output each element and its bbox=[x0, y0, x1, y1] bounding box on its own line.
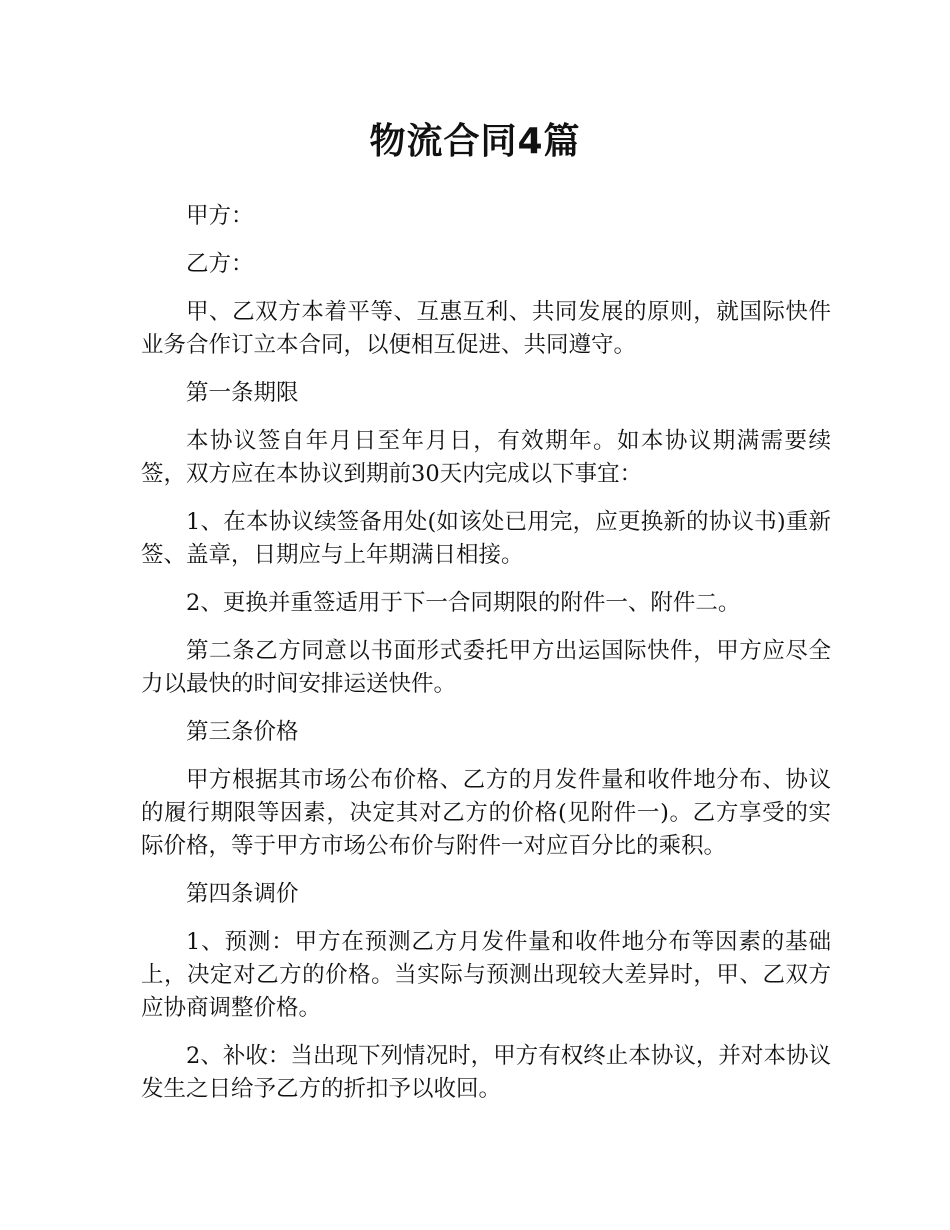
party-a-line: 甲方： bbox=[186, 203, 254, 229]
article-3-heading: 第三条价格 bbox=[186, 719, 299, 745]
article-4-heading: 第四条调价 bbox=[186, 881, 299, 907]
article-1-item-2: 2、更换并重签适用于下一合同期限的附件一、附件二。 bbox=[186, 590, 741, 616]
party-b-line: 乙方： bbox=[186, 251, 254, 277]
article-4-item-1: 1、预测：甲方在预测乙方月发件量和收件地分布等因素的基础上，决定对乙方的价格。当实际与预测出现较大差异时，甲、乙双方应协商调整价格。 bbox=[141, 929, 831, 1021]
article-3-paragraph: 甲方根据其市场公布价格、乙方的月发件量和收件地分布、协议的履行期限等因素，决定其对乙方的价格(见附件一)。乙方享受的实际价格，等于甲方市场公布价与附件一对应百分比的乘积。 bbox=[141, 767, 831, 859]
article-1-heading: 第一条期限 bbox=[186, 380, 299, 406]
document-title: 物流合同4篇 bbox=[369, 121, 581, 162]
preamble-paragraph: 甲、乙双方本着平等、互惠互利、共同发展的原则，就国际快件业务合作订立本合同，以便相互促进、共同遵守。 bbox=[141, 299, 831, 358]
article-1-paragraph: 本协议签自年月日至年月日，有效期年。如本协议期满需要续签，双方应在本协议到期前30天内完成以下事宜： bbox=[141, 428, 831, 487]
document-body bbox=[141, 200, 831, 1121]
article-2-paragraph: 第二条乙方同意以书面形式委托甲方出运国际快件，甲方应尽全力以最快的时间安排运送快件。 bbox=[141, 638, 831, 697]
article-4-item-2: 2、补收：当出现下列情况时，甲方有权终止本协议，并对本协议发生之日给予乙方的折扣予以收回。 bbox=[141, 1043, 831, 1102]
article-1-item-1: 1、在本协议续签备用处(如该处已用完，应更换新的协议书)重新签、盖章，日期应与上年期满日相接。 bbox=[141, 509, 831, 568]
